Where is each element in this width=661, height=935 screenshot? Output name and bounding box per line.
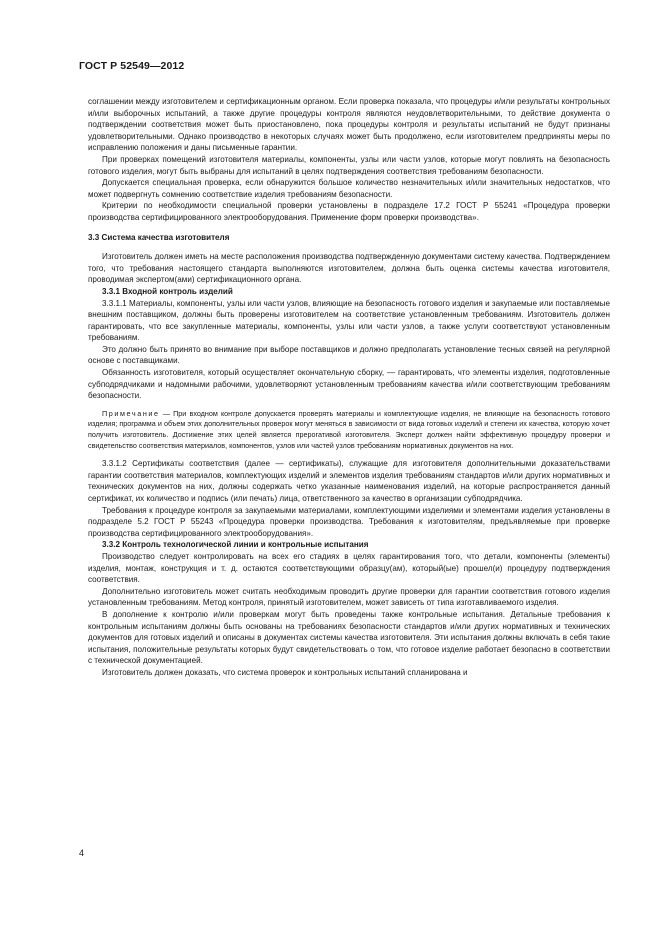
paragraph: В дополнение к контролю и/или проверкам могут быть проведены также контрольные испытания. Детальные требования к контрольным испытаниям должны быть основаны на требованиях безопасности стандартов и/или других нормативных и технических документов для готовых изделий и описаны в документах системы качества изготовителя. Эти испытания должны включать в себя такие испытания, положительные результаты которых будут свидетельствовать о том, что готовое изделие работает безопасно в соответствии с технической документацией. <box>88 609 610 666</box>
section-heading-3-3: 3.3 Система качества изготовителя <box>88 232 230 242</box>
paragraph: Требования к процедуре контроля за закупаемыми материалами, комплектующими изделиями и элементами изделия установлены в подразделе 5.2 ГОСТ Р 55243 «Процедура проверки производства. Требования к изготовителям, предъявляемые при проверке производства сертифицированного электрооборудования». <box>88 505 610 538</box>
paragraph: 3.3.1.1 Материалы, компоненты, узлы или части узлов, влияющие на безопасность готового изделия и закупаемые или поставляемые внешним поставщиком, должны быть проверены изготовителем на соответствие установленным требованиям. Изготовитель должен гарантировать, что все закупленные материалы, компоненты, узлы или части узлов, а также услуги соответствуют установленным требованиям. <box>88 298 610 343</box>
paragraph: Изготовитель должен иметь на месте расположения производства подтвержденную документами систему качества. Подтверждением того, что требования настоящего стандарта выполняются изготовителем, должна быть оценка системы качества изготовителя, проводимая экспертом(ами) сертификационного органа. <box>88 252 610 285</box>
paragraph: Производство следует контролировать на всех его стадиях в целях гарантирования того, что детали, компоненты (элементы) изделия, монтаж, конструкция и т. д. остаются соответствующими образцу(ам), который(ые) прошел(и) процедуру подтверждения соответствия. <box>88 551 610 585</box>
page-number: 4 <box>79 848 85 858</box>
paragraph: При проверках помещений изготовителя материалы, компоненты, узлы или части узлов, которые могут повлиять на безопасность готового изделия, могут быть выбраны для испытаний в целях подтверждения соответствия требованиям безопасности. <box>88 154 610 176</box>
paragraph: соглашении между изготовителем и сертификационным органом. Если проверка показала, что процедуры и/или результаты контрольных и/или выборочных испытаний, а также другие процедуры контроля являются неудовлетворительными, то действие документа о подтверждении соответствия может быть приостановлено, пока процедуры контроля и результаты испытаний не будут признаны удовлетворительными. Однако производство в некоторых случаях может быть продолжено, если изготовителем предприняты меры по исправлению положения и даны письменные гарантии. <box>88 97 610 153</box>
note-label: Примечание <box>102 408 160 418</box>
subsection-heading-3-3-1: 3.3.1 Входной контроль изделий <box>102 286 233 296</box>
note-text: — При входном контроле допускается проверять материалы и комплектующие изделия, не влияющие на безопасность готового изделия; программа и объем этих дополнительных проверок могут меняться в зависимости от вида готовых изделий и степени их качества, которую хочет получить изготовитель. Достижение этих целей является прерогативой изготовителя. Эксперт должен найти эффективную процедуру проверки и свидетельство соответствия материалов, компонентов, узлов или частей узлов требованиям нормативных документов на них. <box>88 408 610 450</box>
paragraph: Дополнительно изготовитель может считать необходимым проводить другие проверки для гарантии соответствия готового изделия установленным требованиям. Метод контроля, принятый изготовителем, может зависеть от типа изготавливаемого изделия. <box>88 586 610 608</box>
paragraph: Это должно быть принято во внимание при выборе поставщиков и должно предполагать установление тесных связей на регулярной основе с поставщиками. <box>88 344 610 366</box>
paragraph: 3.3.1.2 Сертификаты соответствия (далее — сертификаты), служащие для изготовителя дополнительными доказательствами гарантии соответствия материалов, комплектующих изделий и элементов изделия требованиям стандартов и/или других нормативных и технических документов на них, должны содержать четко указанные наименования изделий, на которые распространяется данный сертификат, их количество и подпись (или печать) лица, ответственного за качество в организации субподрядчика. <box>88 459 610 503</box>
note <box>88 409 610 451</box>
document-header: ГОСТ Р 52549—2012 <box>79 60 185 72</box>
paragraph: Изготовитель должен доказать, что система проверок и контрольных испытаний спланирована и <box>102 667 468 677</box>
document-body <box>88 96 610 679</box>
subsection-heading-3-3-2: 3.3.2 Контроль технологической линии и контрольные испытания <box>102 540 369 550</box>
paragraph: Критерии по необходимости специальной проверки установлены в подразделе 17.2 ГОСТ Р 55241 «Процедура проверки производства сертифицированного электрооборудования. Применение форм проверки производства». <box>88 201 610 222</box>
paragraph: Обязанность изготовителя, который осуществляет окончательную сборку, — гарантировать, что элементы изделия, подготовленные субподрядчиками и надомными рабочими, удовлетворяют установленным требованиям качества и/или соответствующим требованиям безопасности. <box>88 368 610 401</box>
paragraph: Допускается специальная проверка, если обнаружится большое количество незначительных и/или значительных недостатков, что может подвергнуть сомнению соответствие изделия требованиям безопасности. <box>88 178 610 199</box>
